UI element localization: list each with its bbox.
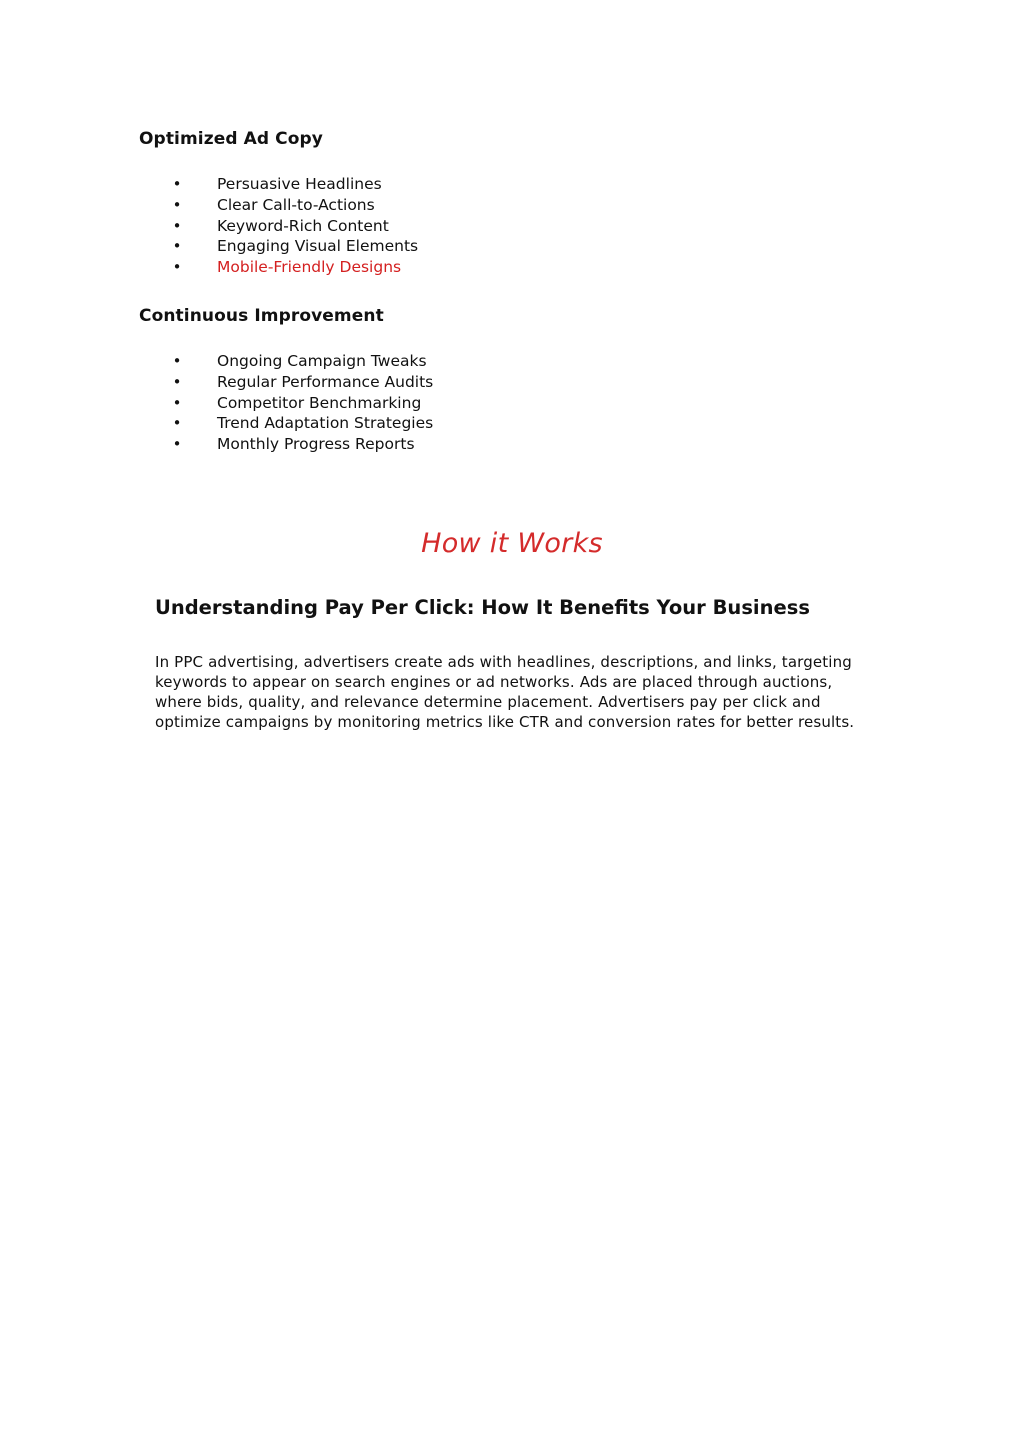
bullet-icon: • [172, 352, 182, 370]
list-item-label: Ongoing Campaign Tweaks [217, 352, 427, 370]
list-item-label: Mobile-Friendly Designs [217, 258, 402, 277]
bullet-icon: • [172, 195, 182, 214]
bullet-icon: • [172, 258, 182, 277]
list-item-label: Competitor Benchmarking [217, 393, 422, 412]
bullet-icon: • [172, 435, 182, 454]
list-item-label: Persuasive Headlines [217, 175, 382, 193]
bullet-icon: • [172, 216, 182, 235]
list-item-label: Trend Adaptation Strategies [217, 414, 434, 433]
list-item-label: Engaging Visual Elements [217, 237, 419, 256]
ppc-description-paragraph: In PPC advertising, advertisers create ads with headlines, descriptions, and links, targeting keywords to appear on search engines or ad networks. Ads are placed through auctions, where bids, quality, and relevance determine placement. Advertisers pay per click and optimize campaigns by monitoring metrics like CTR and conversion rates for better results. [155, 653, 855, 731]
section-heading-continuous-improvement: Continuous Improvement [139, 306, 384, 326]
section-heading-optimized-ad-copy: Optimized Ad Copy [139, 129, 323, 149]
bullet-icon: • [172, 237, 182, 256]
bullet-icon: • [172, 393, 182, 412]
list-item-label: Monthly Progress Reports [217, 435, 415, 454]
ppc-subheading: Understanding Pay Per Click: How It Benefits Your Business [155, 596, 810, 619]
bullet-icon: • [172, 372, 182, 391]
bullet-icon: • [172, 175, 182, 193]
how-it-works-title: How it Works [421, 528, 603, 559]
list-item-label: Clear Call-to-Actions [217, 195, 375, 214]
bullet-icon: • [172, 414, 182, 433]
list-item-label: Keyword-Rich Content [217, 216, 389, 235]
list-item-label: Regular Performance Audits [217, 372, 434, 391]
